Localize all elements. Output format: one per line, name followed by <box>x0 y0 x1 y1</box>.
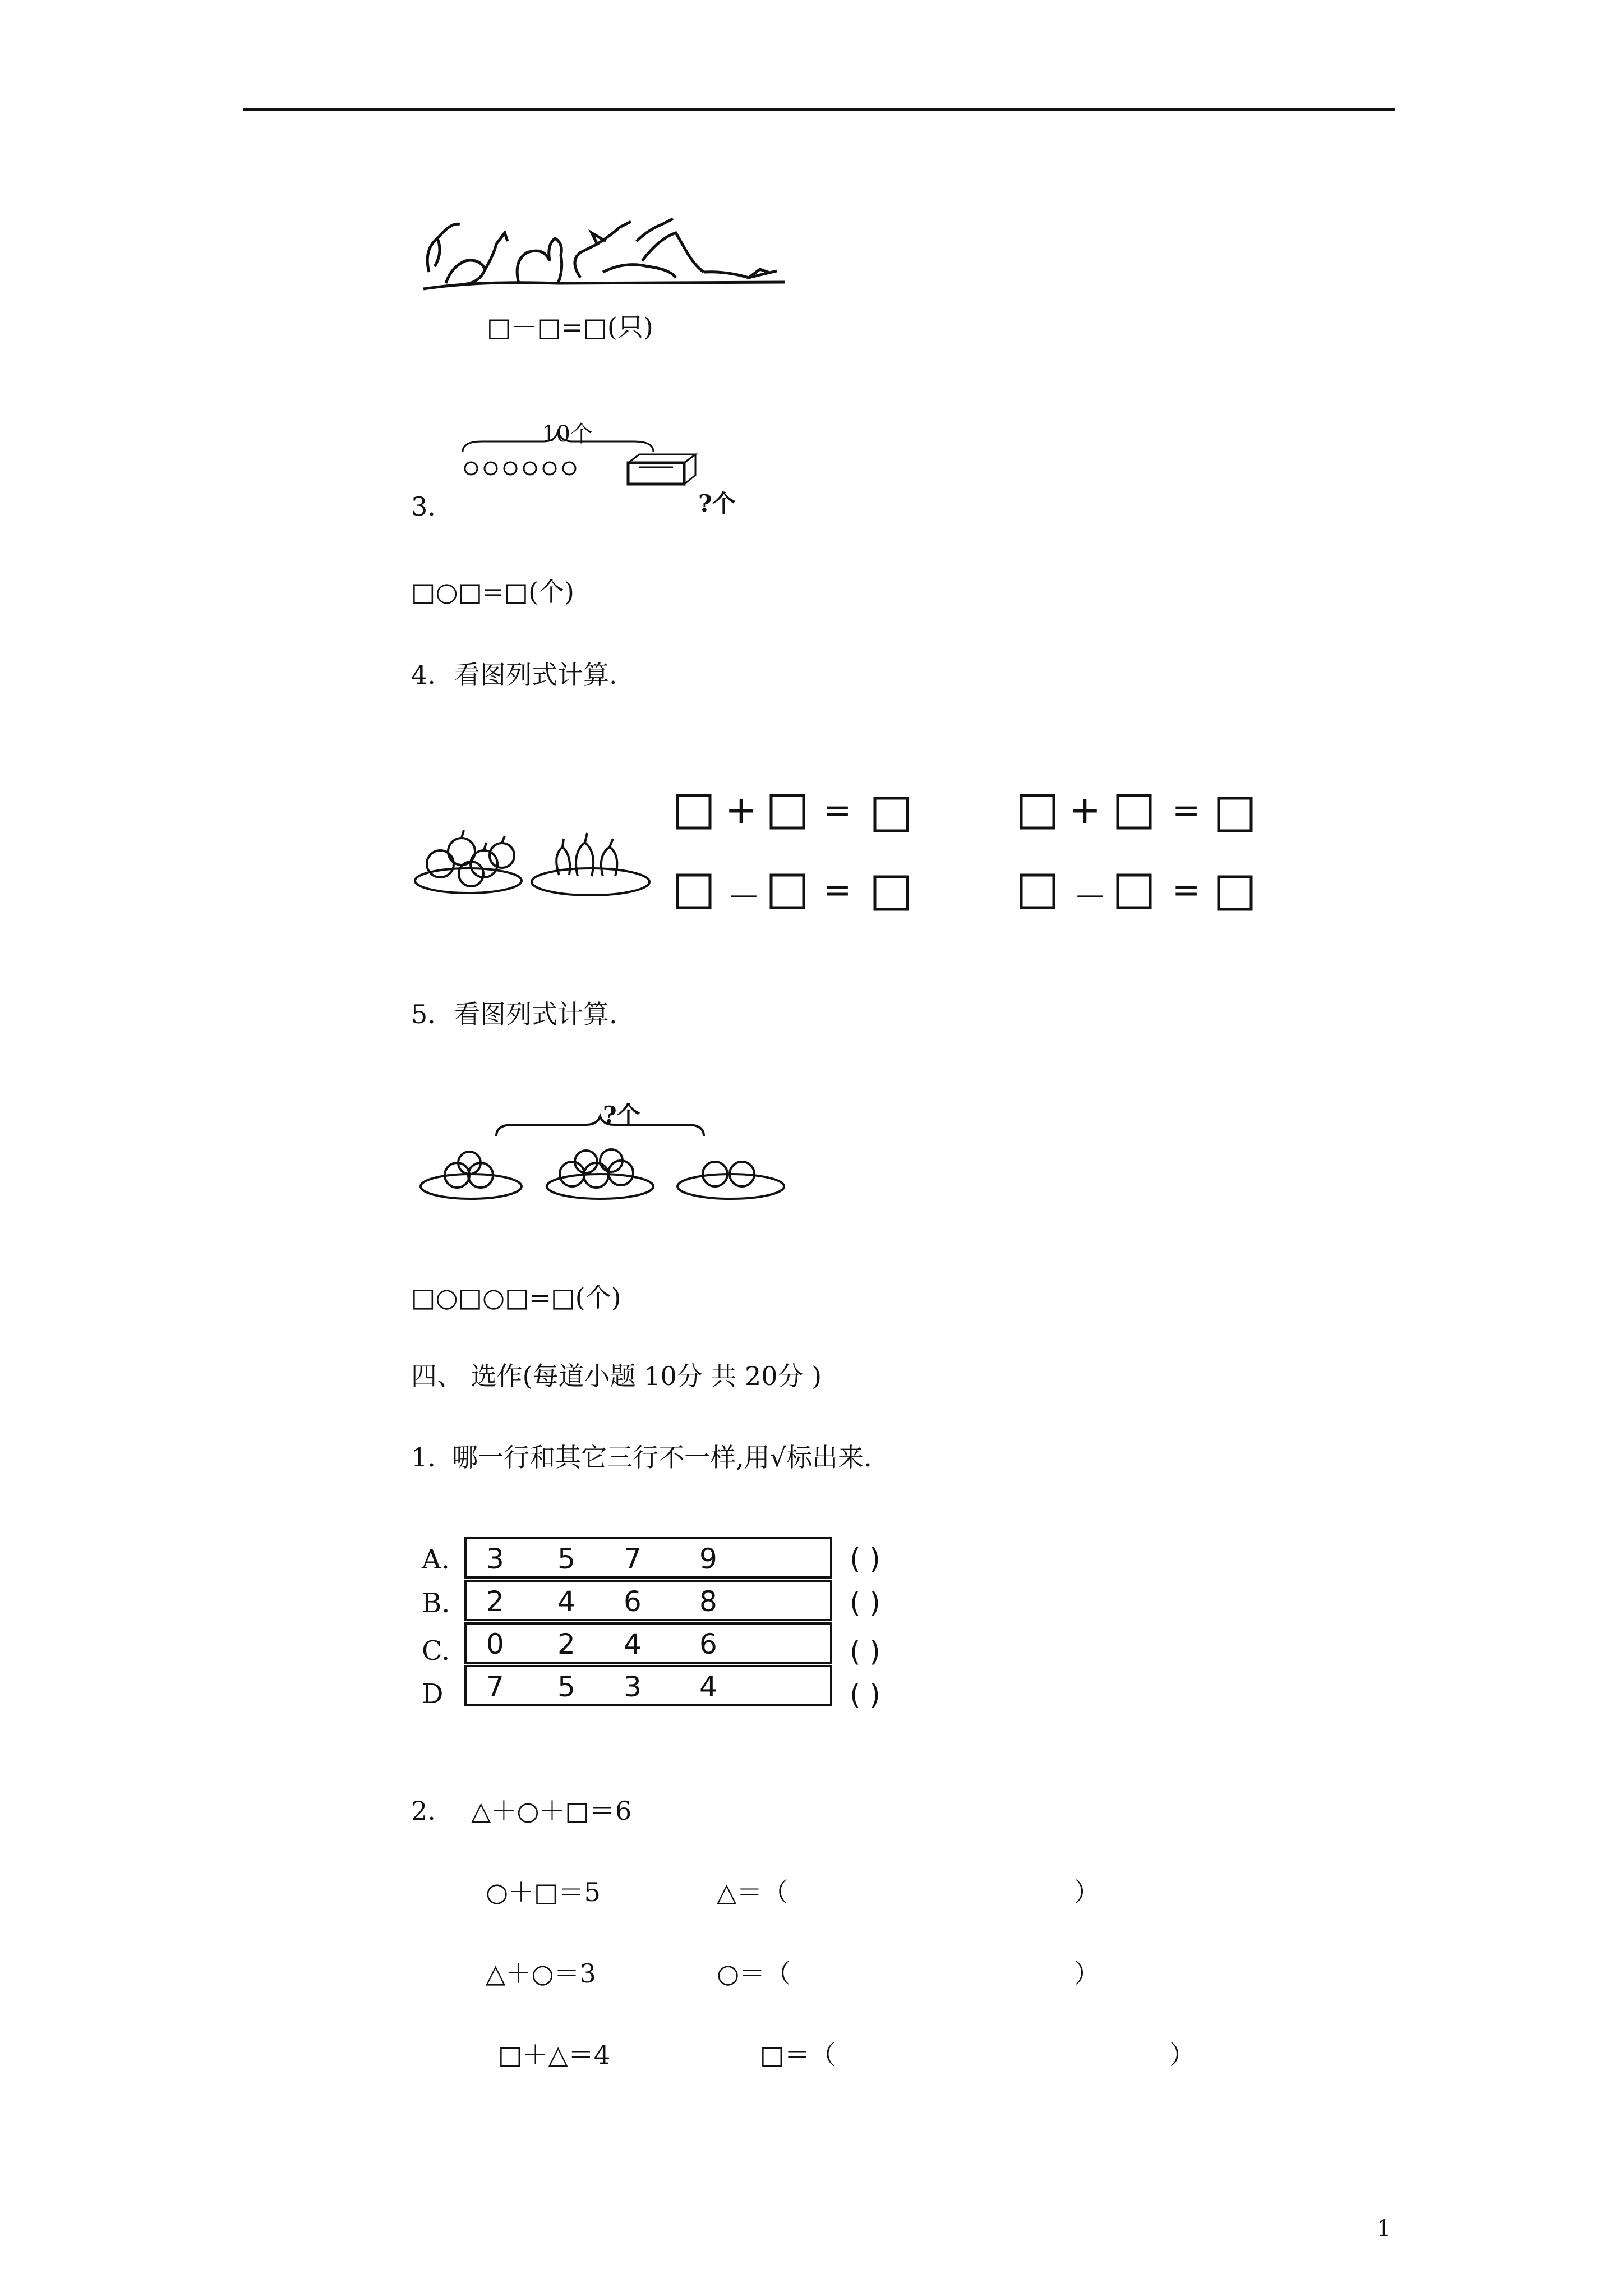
table-cell: 0 <box>486 1628 504 1660</box>
s4q2-eq-3: □＋△＝4 <box>498 2040 611 2070</box>
q4-eq-right-2: = <box>1172 871 1201 910</box>
answer-paren[interactable]: ( ) <box>850 1586 880 1619</box>
row-label-a: A. <box>422 1544 450 1575</box>
table-cell: 7 <box>624 1543 642 1575</box>
q3-brace-label: 10个 <box>542 421 593 447</box>
table-cell: 6 <box>699 1628 717 1660</box>
q4-plus-left: + <box>725 788 757 832</box>
table-row <box>464 1580 832 1621</box>
s4q2-ask-3: □＝（ <box>760 2040 836 2070</box>
table-cell: 5 <box>557 1543 575 1575</box>
answer-paren[interactable]: ( ) <box>850 1543 880 1575</box>
table-row <box>464 1622 832 1664</box>
q4-eq-left-1: = <box>823 791 852 830</box>
row-label-d: D <box>422 1678 444 1710</box>
q4-equations-right <box>1020 794 1266 917</box>
table-cell: 4 <box>624 1628 642 1660</box>
table-cell: 4 <box>699 1671 717 1703</box>
table-cell: 6 <box>624 1585 642 1618</box>
table-cell: 4 <box>557 1585 575 1618</box>
table-cell: 9 <box>699 1543 717 1575</box>
row-label-c: C. <box>422 1635 450 1667</box>
s4q2-main: △＋○＋□＝6 <box>471 1796 632 1826</box>
q4-minus-right: － <box>1073 878 1107 917</box>
s4q2-eq-1: ○＋□＝5 <box>486 1877 601 1907</box>
s4q1-text: 1. 哪一行和其它三行不一样,用√标出来. <box>411 1442 872 1473</box>
q4-eq-right-1: = <box>1172 791 1201 830</box>
q3-equation: □○□=□(个) <box>411 577 574 607</box>
fruit-plates-illustration <box>412 808 659 909</box>
page-number: 1 <box>1377 2216 1391 2242</box>
section4-heading: 四、 选作(每道小题 10分 共 20分 ) <box>411 1361 822 1391</box>
q5-title: 看图列式计算. <box>454 999 617 1029</box>
q3-number: 3. <box>411 491 436 522</box>
s4q2-close-1: ） <box>1074 1877 1100 1907</box>
birds-illustration <box>412 199 794 306</box>
table-cell: 8 <box>699 1585 717 1618</box>
q4-number: 4. <box>411 660 436 690</box>
s4q2-close-2: ） <box>1074 1958 1100 1989</box>
s4q2-ask-2: ○＝（ <box>717 1958 791 1989</box>
apple-plates-illustration <box>418 1119 799 1214</box>
q4-minus-left: － <box>727 878 760 917</box>
s4q2-number: 2. <box>411 1796 436 1826</box>
q4-plus-right: + <box>1069 788 1101 832</box>
table-cell: 7 <box>486 1671 504 1703</box>
q4-equations-left <box>676 794 923 917</box>
table-cell: 5 <box>557 1671 575 1703</box>
s4q2-close-3: ） <box>1169 2040 1195 2070</box>
table-row <box>464 1537 832 1579</box>
table-cell: 3 <box>624 1671 642 1703</box>
q5-brace-label: ?个 <box>603 1101 640 1129</box>
q3-unknown-label: ?个 <box>698 490 736 517</box>
s4q2-ask-1: △＝（ <box>717 1877 789 1907</box>
q2-equation: □－□=□(只) <box>487 312 653 342</box>
q4-title: 看图列式计算. <box>454 660 617 690</box>
q5-number: 5. <box>411 999 436 1029</box>
table-cell: 2 <box>486 1585 504 1618</box>
table-cell: 2 <box>557 1628 575 1660</box>
q4-eq-left-2: = <box>823 871 852 910</box>
header-rule <box>243 108 1395 111</box>
row-label-b: B. <box>422 1588 450 1619</box>
table-cell: 3 <box>486 1543 504 1575</box>
table-row <box>464 1665 832 1706</box>
answer-paren[interactable]: ( ) <box>850 1678 880 1711</box>
answer-paren[interactable]: ( ) <box>850 1635 880 1668</box>
q5-equation: □○□○□=□(个) <box>411 1282 621 1313</box>
s4q2-eq-2: △＋○＝3 <box>486 1958 596 1989</box>
